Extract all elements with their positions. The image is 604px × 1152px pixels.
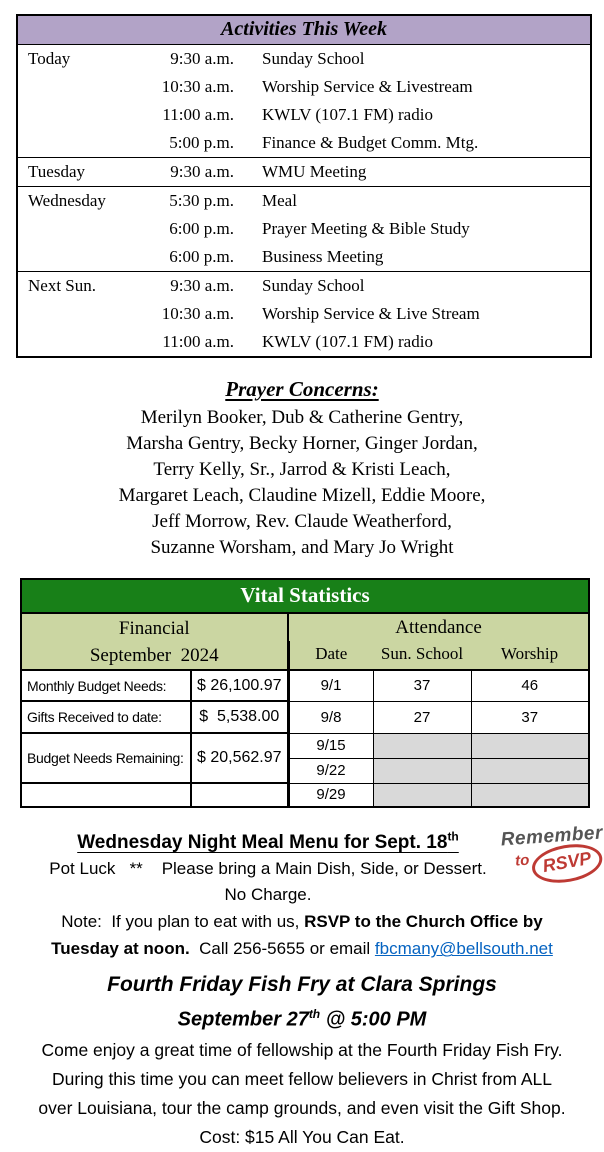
attendance-worship-value: 46 [471, 670, 589, 701]
fish-fry-date-superscript: th [308, 1007, 321, 1022]
attendance-sunday-school-value: 27 [373, 701, 471, 733]
fish-fry-section [0, 971, 604, 1152]
attendance-worship-value: 37 [471, 701, 589, 733]
meal-menu-section [0, 824, 604, 962]
activity-time: 6:00 p.m. [169, 219, 234, 238]
activity-time: 9:30 a.m. [139, 45, 236, 74]
activity-event: Finance & Budget Comm. Mtg. [262, 133, 479, 152]
financial-heading-line2: September 2024 [89, 644, 219, 666]
activity-time: 5:00 p.m. [169, 133, 234, 152]
attendance-worship-value [471, 758, 589, 783]
activity-event: Meal [236, 187, 591, 216]
meal-no-charge-line: No Charge. [224, 885, 312, 905]
meal-menu-title [8, 824, 528, 856]
meal-note-line-1 [0, 908, 604, 935]
activity-row [17, 187, 591, 216]
activity-time: 10:30 a.m. [161, 304, 234, 323]
financial-amount: $ 5,538.00 [191, 701, 288, 733]
vital-data-row [21, 670, 589, 701]
prayer-names-line: Jeff Morrow, Rev. Claude Weatherford, [152, 511, 452, 532]
financial-label-empty [21, 783, 191, 807]
attendance-col-sunday-school: Sun. School [373, 641, 471, 670]
financial-label: Monthly Budget Needs: [21, 670, 191, 701]
vital-data-row [21, 701, 589, 733]
attendance-col-worship: Worship [471, 641, 589, 670]
activity-row [17, 272, 591, 301]
meal-note-bold-text: Tuesday at noon. [51, 939, 190, 959]
meal-note-line-2 [0, 935, 604, 962]
prayer-names-line: Merilyn Booker, Dub & Catherine Gentry, [140, 407, 464, 428]
attendance-date: 9/22 [288, 758, 373, 783]
vital-data-row [21, 783, 589, 807]
attendance-date: 9/29 [288, 783, 373, 807]
activities-table [16, 14, 592, 358]
meal-menu-title-superscript: th [447, 830, 459, 844]
activity-event: Worship Service & Livestream [262, 77, 473, 96]
financial-amount-empty [191, 783, 288, 807]
activity-time: 9:30 a.m. [139, 272, 236, 301]
activities-title: Activities This Week [17, 15, 591, 45]
rsvp-stamp-remember-text: Remember [500, 822, 604, 851]
activity-time: 10:30 a.m. [161, 77, 234, 96]
vital-title: Vital Statistics [21, 579, 589, 613]
fish-fry-body-line: During this time you can meet fellow believers in Christ from ALL [52, 1068, 552, 1089]
financial-label: Budget Needs Remaining: [21, 733, 191, 783]
meal-note-normal-text: Call 256-5655 or email [189, 939, 375, 959]
activity-time: 9:30 a.m. [139, 158, 236, 187]
activity-row [17, 158, 591, 187]
fish-fry-body-line: Cost: $15 All You Can Eat. [199, 1126, 405, 1147]
financial-heading [21, 613, 288, 670]
financial-heading-line1: Financial [118, 617, 190, 639]
activity-event: Sunday School [236, 45, 591, 74]
meal-potluck-line: Pot Luck ** Please bring a Main Dish, Side, or Dessert. [49, 859, 487, 879]
attendance-col-date: Date [288, 641, 373, 670]
rsvp-stamp-to-text: to [514, 851, 530, 870]
activities-header-row [17, 15, 591, 45]
activities-section [16, 14, 590, 358]
prayer-names-line: Margaret Leach, Claudine Mizell, Eddie Moore, [118, 485, 486, 506]
activity-event: WMU Meeting [236, 158, 591, 187]
vital-statistics-section [20, 578, 588, 808]
activity-time: 11:00 a.m. [162, 105, 234, 124]
attendance-sunday-school-value: 37 [373, 670, 471, 701]
day-label-today: Today [17, 45, 139, 158]
activity-time: 11:00 a.m. [162, 332, 234, 351]
financial-amount: $ 26,100.97 [191, 670, 288, 701]
attendance-sunday-school-value [373, 758, 471, 783]
activity-event: KWLV (107.1 FM) radio [262, 332, 433, 351]
activity-event: Business Meeting [262, 247, 384, 266]
activity-event: Prayer Meeting & Bible Study [262, 219, 470, 238]
day-label-wednesday: Wednesday [17, 187, 139, 272]
prayer-concerns-title: Prayer Concerns: [225, 377, 379, 401]
rsvp-stamp-oval: RSVP [529, 839, 604, 888]
activity-event: Sunday School [236, 272, 591, 301]
rsvp-stamp [500, 823, 604, 887]
prayer-names-line: Marsha Gentry, Becky Horner, Ginger Jordan, [126, 433, 478, 454]
vital-header-row [21, 579, 589, 613]
fish-fry-time: @ 5:00 PM [320, 1008, 427, 1031]
attendance-worship-value [471, 783, 589, 807]
financial-amount: $ 20,562.97 [191, 733, 288, 783]
attendance-date: 9/15 [288, 733, 373, 758]
fish-fry-body-line: Come enjoy a great time of fellowship at the Fourth Friday Fish Fry. [41, 1039, 563, 1060]
fish-fry-title: Fourth Friday Fish Fry at Clara Springs [107, 973, 497, 997]
fish-fry-date: September 27 [177, 1008, 309, 1031]
activity-event: KWLV (107.1 FM) radio [262, 105, 433, 124]
financial-label: Gifts Received to date: [21, 701, 191, 733]
fish-fry-subtitle [0, 999, 604, 1036]
meal-menu-title-text: Wednesday Night Meal Menu for Sept. 18 [77, 832, 448, 854]
meal-note-bold-text: RSVP to the Church Office by [304, 912, 543, 932]
activity-time: 5:30 p.m. [139, 187, 236, 216]
fish-fry-body-line: over Louisiana, tour the camp grounds, and even visit the Gift Shop. [38, 1097, 566, 1118]
prayer-names-line: Suzanne Worsham, and Mary Jo Wright [150, 537, 454, 558]
attendance-sunday-school-value [373, 783, 471, 807]
day-label-tuesday: Tuesday [17, 158, 139, 187]
prayer-names-line: Terry Kelly, Sr., Jarrod & Kristi Leach, [153, 459, 451, 480]
activity-row [17, 45, 591, 74]
vital-statistics-table [20, 578, 590, 808]
prayer-concerns-section [0, 377, 604, 561]
attendance-date: 9/1 [288, 670, 373, 701]
vital-subheader-row [21, 613, 589, 641]
email-link[interactable]: fbcmany@bellsouth.net [374, 939, 553, 959]
attendance-date: 9/8 [288, 701, 373, 733]
meal-note-normal-text: Note: If you plan to eat with us, [61, 912, 305, 932]
activity-event: Worship Service & Live Stream [262, 304, 480, 323]
attendance-sunday-school-value [373, 733, 471, 758]
activity-time: 6:00 p.m. [169, 247, 234, 266]
attendance-worship-value [471, 733, 589, 758]
vital-data-row [21, 733, 589, 758]
day-label-next-sun: Next Sun. [17, 272, 139, 358]
attendance-heading: Attendance [288, 613, 589, 641]
